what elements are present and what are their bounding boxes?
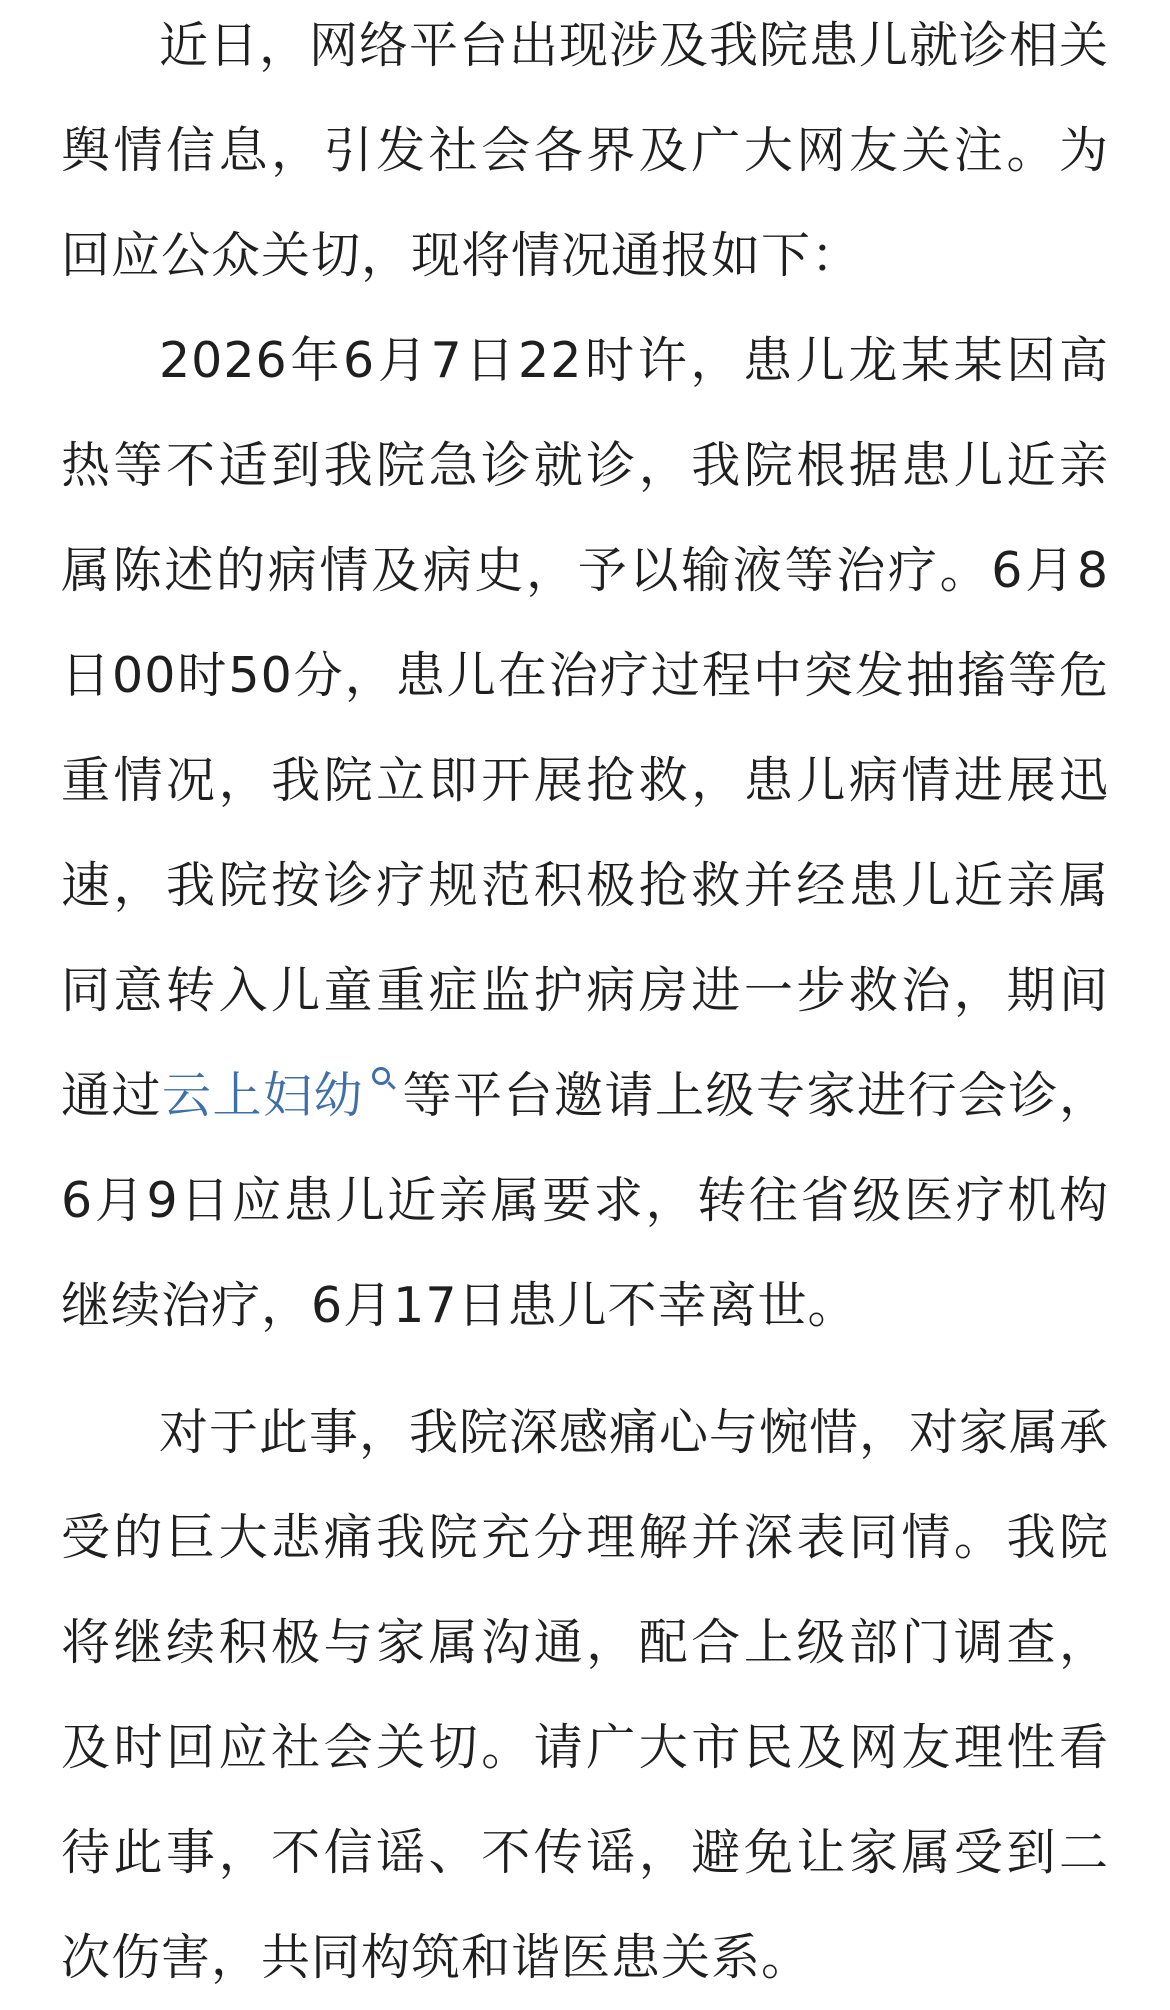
- article-body: [61, 0, 1109, 2010]
- yunshang-fuyou-link[interactable]: [162, 1067, 402, 1124]
- paragraph-timeline-text-end: 等平台邀请上级专家进行会诊，6月9日应患儿近亲属要求，转往省级医疗机构继续治疗，6月17日患儿不幸离世。: [61, 1067, 1109, 1334]
- paragraph-timeline: [61, 308, 1109, 1358]
- search-icon: [372, 1067, 390, 1085]
- paragraph-timeline-text-start: 2026年6月7日22时许，患儿龙某某因高热等不适到我院急诊就诊，我院根据患儿近亲属陈述的病情及病史，予以输液等治疗。6月8日00时50分，患儿在治疗过程中突发抽搐等危重情况，我院立即开展抢救，患儿病情进展迅速，我院按诊疗规范积极抢救并经患儿近亲属同意转入儿童重症监护病房进一步救治，期间通过: [61, 332, 1109, 1124]
- paragraph-intro: 近日，网络平台出现涉及我院患儿就诊相关舆情信息，引发社会各界及广大网友关注。为回应公众关切，现将情况通报如下：: [61, 17, 1110, 284]
- link-label: 云上妇幼: [162, 1067, 364, 1124]
- paragraph-response: 对于此事，我院深感痛心与惋惜，对家属承受的巨大悲痛我院充分理解并深表同情。我院将继续积极与家属沟通，配合上级部门调查，及时回应社会关切。请广大市民及网友理性看待此事，不信谣、不传谣，避免让家属受到二次伤害，共同构筑和谐医患关系。: [61, 1404, 1110, 1986]
